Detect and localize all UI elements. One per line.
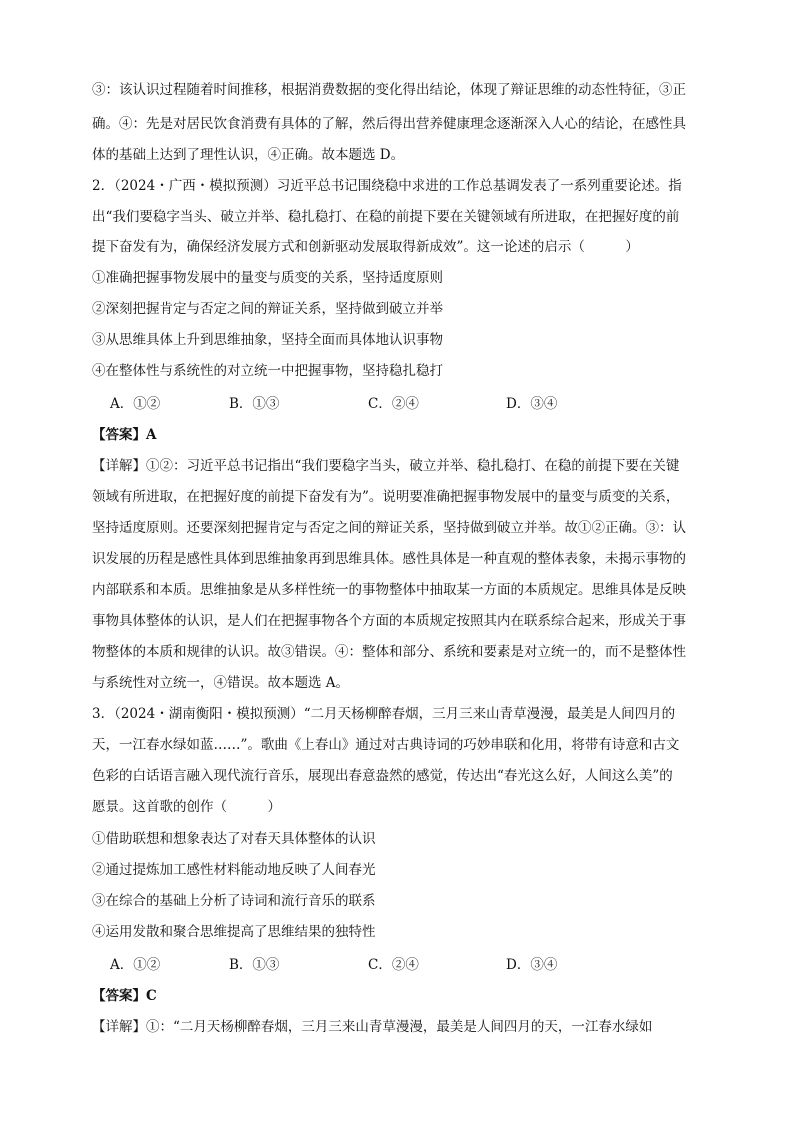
statement-item: ④在整体性与系统性的对立统一中把握事物，坚持稳扎稳打 — [92, 363, 443, 379]
statement-item: ③在综合的基础上分析了诗词和流行音乐的联系 — [92, 893, 376, 909]
explanation-line: 物整体的本质和规律的认识。故③错误。④：整体和部分、系统和要素是对立统一的，而不是整体性 — [92, 644, 686, 660]
statement-item: ①准确把握事物发展中的量变与质变的关系，坚持适度原则 — [92, 270, 443, 286]
explanation-line: 【详解】①②：习近平总书记指出“我们要稳字当头，破立并举、稳扎稳打、在稳的前提下要在关键 — [92, 458, 680, 474]
option-a: A．①② — [110, 957, 161, 973]
explanation-line: 识发展的历程是感性具体到思维抽象再到思维具体。感性具体是一种直观的整体表象，未揭示事物的 — [92, 551, 686, 567]
explanation-line: 与系统性对立统一，④错误。故本题选 A。 — [92, 675, 350, 691]
explanation-line: 领域有所进取，在把握好度的前提下奋发有为”。说明要准确把握事物发展中的量变与质变的关系， — [92, 489, 680, 505]
statement-item: ③从思维具体上升到思维抽象，坚持全面而具体地认识事物 — [92, 332, 443, 348]
question-stem-line: 2．（2024・广西・模拟预测）习近平总书记围绕稳中求进的工作总基调发表了一系列重要论述。指 — [92, 178, 682, 194]
text-line: ③：该认识过程随着时间推移，根据消费数据的变化得出结论，体现了辩证思维的动态性特征，③正 — [92, 82, 686, 98]
answer-label: 【答案】A — [92, 427, 157, 443]
option-b: B．①③ — [229, 957, 280, 973]
statement-item: ②通过提炼加工感性材料能动地反映了人间春光 — [92, 862, 376, 878]
option-b: B．①③ — [229, 396, 280, 412]
option-a: A．①② — [110, 396, 161, 412]
statement-item: ②深刻把握肯定与否定之间的辩证关系，坚持做到破立并举 — [92, 301, 443, 317]
text-line: 体的基础上达到了理性认识，④正确。故本题选 D。 — [92, 147, 405, 163]
option-d: D．③④ — [506, 396, 558, 412]
option-c: C．②④ — [368, 957, 419, 973]
explanation-line: 内部联系和本质。思维抽象是从多样性统一的事物整体中抽取某一方面的本质规定。思维具体是反映 — [92, 582, 686, 598]
question-stem-line: 天，一江春水绿如蓝……”。歌曲《上春山》通过对古典诗词的巧妙串联和化用，将带有诗意和古文 — [92, 737, 680, 753]
option-d: D．③④ — [506, 957, 558, 973]
question-stem-line: 色彩的白话语言融入现代流行音乐，展现出春意盎然的感觉，传达出“春光这么好，人间这么美”的 — [92, 768, 673, 784]
answer-label: 【答案】C — [92, 988, 157, 1004]
option-c: C．②④ — [368, 396, 419, 412]
question-stem-line: 愿景。这首歌的创作（ ） — [92, 799, 281, 815]
statement-item: ④运用发散和聚合思维提高了思维结果的独特性 — [92, 924, 376, 940]
question-stem-line: 3．（2024・湖南衡阳・模拟预测）“二月天杨柳醉春烟，三月三来山青草漫漫，最美是人间四月的 — [92, 706, 676, 722]
question-stem-line: 出“我们要稳字当头、破立并举、稳扎稳打、在稳的前提下要在关键领域有所进取，在把握好度的前 — [92, 209, 680, 225]
question-stem-line: 提下奋发有为，确保经济发展方式和创新驱动发展取得新成效”。这一论述的启示（ ） — [92, 239, 639, 255]
explanation-line: 坚持适度原则。还要深刻把握肯定与否定之间的辩证关系，坚持做到破立并举。故①②正确。③：认 — [92, 520, 686, 536]
statement-item: ①借助联想和想象表达了对春天具体整体的认识 — [92, 831, 376, 847]
explanation-line: 【详解】①：“二月天杨柳醉春烟，三月三来山青草漫漫，最美是人间四月的天，一江春水绿如 — [92, 1019, 653, 1035]
text-line: 确。④：先是对居民饮食消费有具体的了解，然后得出营养健康理念逐渐深入人心的结论，在感性具 — [92, 116, 686, 132]
explanation-line: 事物具体整体的认识，是人们在把握事物各个方面的本质规定按照其内在联系综合起来，形成关于事 — [92, 613, 686, 629]
